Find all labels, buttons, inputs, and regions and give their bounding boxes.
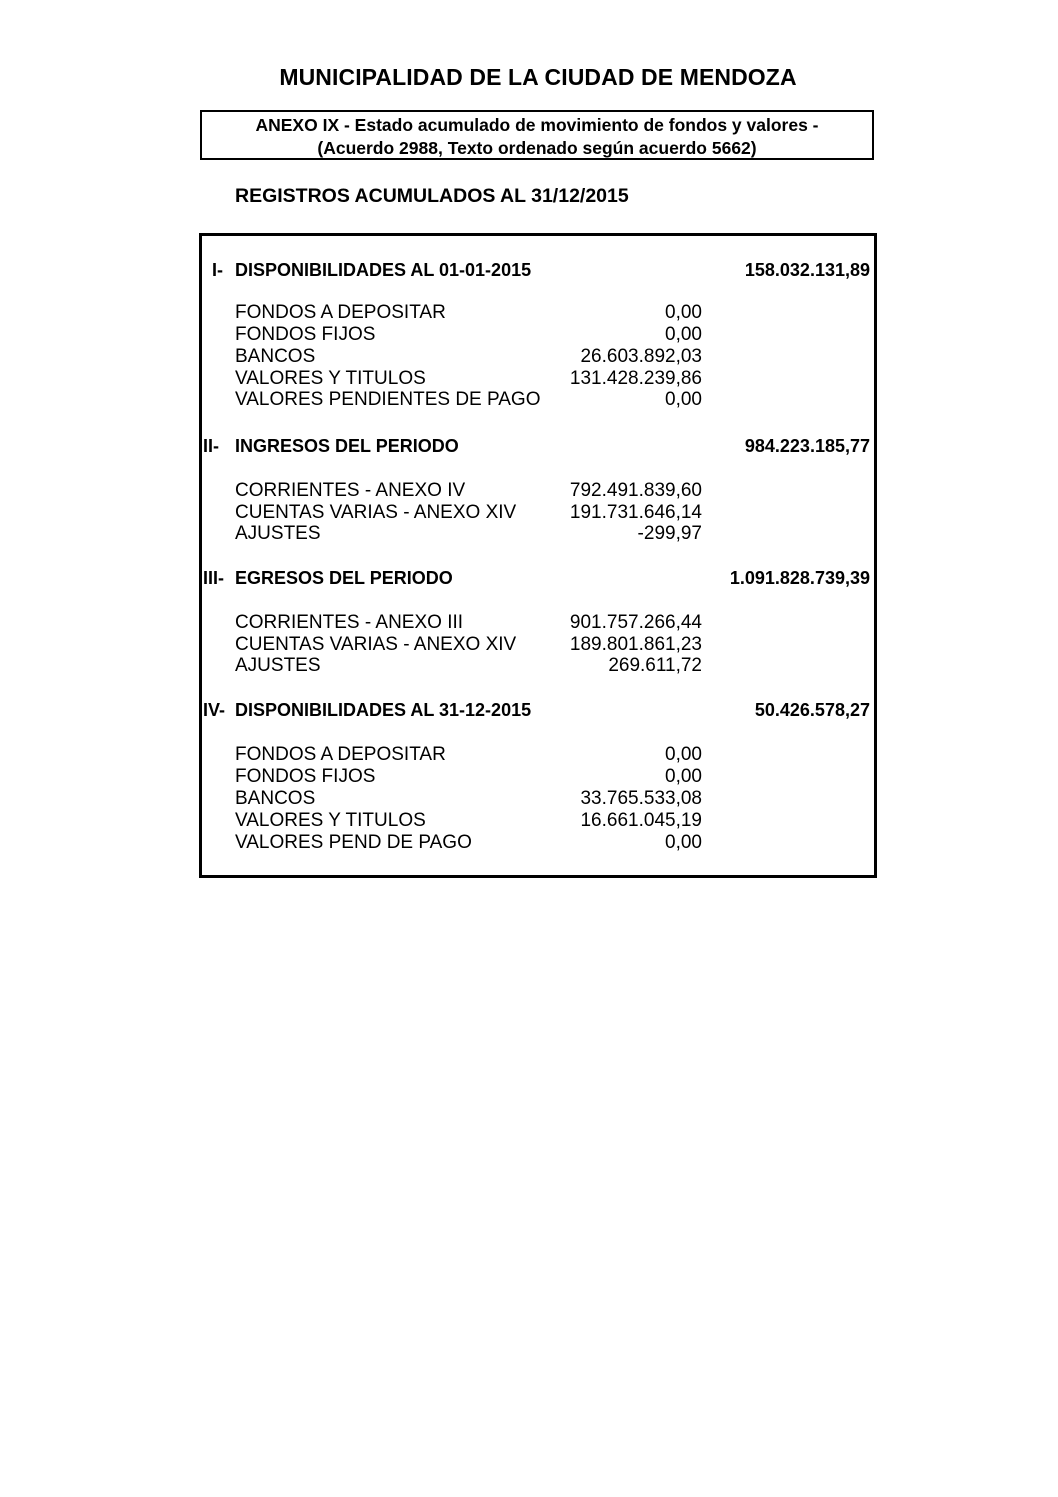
records-subtitle: REGISTROS ACUMULADOS AL 31/12/2015 — [235, 185, 629, 207]
item-label: CUENTAS VARIAS - ANEXO XIV — [235, 634, 517, 655]
item-value: 33.765.533,08 — [580, 788, 702, 809]
item-label: CORRIENTES - ANEXO III — [235, 612, 464, 633]
section-roman-numeral: III- — [203, 568, 224, 588]
item-value: 269.611,72 — [608, 655, 702, 676]
item-label: CORRIENTES - ANEXO IV — [235, 480, 466, 501]
item-label: FONDOS A DEPOSITAR — [235, 744, 446, 765]
item-label: BANCOS — [235, 788, 316, 809]
item-value: 901.757.266,44 — [569, 612, 702, 633]
page-title: MUNICIPALIDAD DE LA CIUDAD DE MENDOZA — [279, 64, 797, 90]
item-value: 191.731.646,14 — [569, 502, 702, 523]
section-title: EGRESOS DEL PERIODO — [235, 568, 453, 588]
item-label: VALORES Y TITULOS — [235, 368, 426, 389]
item-value: 0,00 — [665, 766, 702, 787]
section-total: 50.426.578,27 — [754, 700, 870, 720]
section-total: 1.091.828.739,39 — [729, 568, 870, 588]
annex-caption-line-1: ANEXO IX - Estado acumulado de movimiento de fondos y valores - — [255, 115, 819, 135]
annex-caption-box — [200, 110, 874, 160]
item-value: 26.603.892,03 — [580, 346, 702, 367]
item-label: VALORES PEND DE PAGO — [235, 832, 472, 853]
item-value: 0,00 — [665, 324, 702, 345]
item-label: VALORES Y TITULOS — [235, 810, 426, 831]
item-value: 16.661.045,19 — [580, 810, 702, 831]
item-value: -299,97 — [637, 523, 702, 544]
item-label: AJUSTES — [235, 655, 321, 676]
item-label: CUENTAS VARIAS - ANEXO XIV — [235, 502, 517, 523]
item-label: VALORES PENDIENTES DE PAGO — [235, 389, 541, 410]
item-value: 0,00 — [665, 832, 702, 853]
item-label: FONDOS FIJOS — [235, 324, 376, 345]
item-value: 0,00 — [665, 389, 702, 410]
item-value: 0,00 — [665, 744, 702, 765]
item-value: 0,00 — [665, 302, 702, 323]
section-roman-numeral: II- — [203, 436, 219, 456]
section-title: INGRESOS DEL PERIODO — [235, 436, 459, 456]
section-roman-numeral: I- — [212, 260, 223, 280]
item-label: FONDOS A DEPOSITAR — [235, 302, 446, 323]
section-total: 984.223.185,77 — [744, 436, 870, 456]
item-value: 131.428.239,86 — [569, 368, 702, 389]
section-title: DISPONIBILIDADES AL 31-12-2015 — [235, 700, 532, 720]
section-roman-numeral: IV- — [203, 700, 226, 720]
funds-statement-box — [199, 233, 877, 878]
annex-caption-line-2: (Acuerdo 2988, Texto ordenado según acuerdo 5662) — [317, 138, 757, 158]
section-title: DISPONIBILIDADES AL 01-01-2015 — [235, 260, 532, 280]
section-total: 158.032.131,89 — [744, 260, 870, 280]
item-value: 792.491.839,60 — [569, 480, 702, 501]
item-label: FONDOS FIJOS — [235, 766, 376, 787]
item-label: AJUSTES — [235, 523, 321, 544]
item-value: 189.801.861,23 — [569, 634, 702, 655]
item-label: BANCOS — [235, 346, 316, 367]
